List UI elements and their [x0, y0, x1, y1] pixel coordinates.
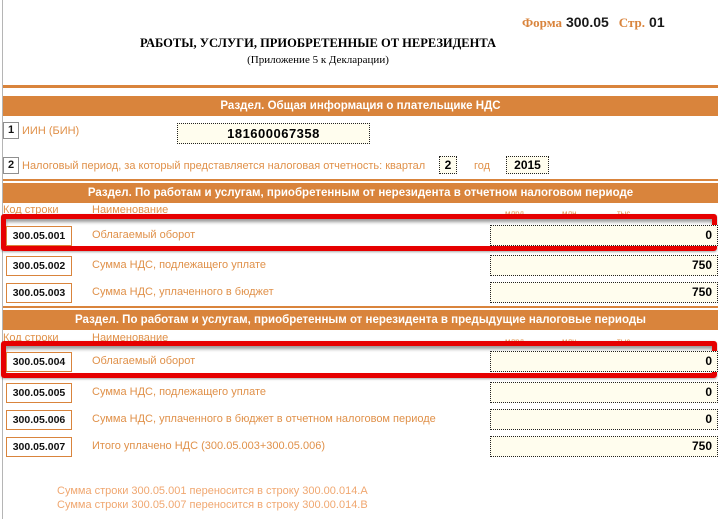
scale-unit-label: млн.	[562, 209, 579, 218]
row-label: Сумма НДС, подлежащего уплате	[92, 386, 266, 398]
table-row	[0, 436, 718, 457]
form-title: РАБОТЫ, УСЛУГИ, ПРИОБРЕТЕННЫЕ ОТ НЕРЕЗИДЕНТА	[139, 36, 497, 50]
row-code-box: 300.05.003	[6, 283, 72, 303]
column-header-name: Наименование	[92, 332, 169, 344]
table-row	[0, 382, 718, 403]
row-value-input[interactable]: 0	[490, 351, 718, 372]
row-label: Сумма НДС, подлежащего уплате	[92, 259, 266, 271]
row-code-box: 300.05.005	[6, 383, 72, 403]
table-row	[0, 255, 718, 276]
form-subtitle: (Приложение 5 к Декларации)	[247, 54, 389, 66]
row-label: Облагаемый оборот	[92, 229, 196, 241]
page-label: Стр.	[618, 15, 646, 30]
table-row	[0, 351, 718, 372]
quarter-input[interactable]: 2	[439, 156, 457, 174]
column-header-code: Код строки	[3, 204, 59, 216]
form-label: Форма	[522, 15, 562, 30]
section-banner-info: Раздел. Общая информация о плательщике НДС	[3, 96, 718, 116]
row-code-box: 300.05.007	[6, 437, 72, 457]
scale-unit-label: тыс.	[617, 209, 633, 218]
row-code-box: 300.05.002	[6, 256, 72, 276]
row-value-input[interactable]: 0	[490, 409, 718, 430]
footer-note: Сумма строки 300.05.001 переносится в строку 300.00.014.А	[57, 485, 368, 497]
row-code-box: 300.05.001	[6, 226, 72, 246]
row-code-box: 300.05.004	[6, 352, 72, 372]
form-title-block	[0, 36, 636, 66]
divider-rule	[3, 85, 718, 88]
page-number: 01	[649, 14, 665, 30]
scale-unit-label: млн.	[562, 337, 579, 346]
divider-rule	[3, 306, 718, 308]
row-value-input[interactable]: 750	[490, 255, 718, 276]
divider-rule	[3, 179, 718, 181]
scale-unit-label: млрд.	[505, 337, 527, 346]
row-value-input[interactable]: 0	[490, 225, 718, 246]
iin-input[interactable]: 181600067358	[177, 123, 370, 144]
column-header-code: Код строки	[3, 332, 59, 344]
form-header	[522, 14, 665, 31]
year-input[interactable]: 2015	[506, 156, 549, 174]
row-label: Итого уплачено НДС (300.05.003+300.05.006)	[92, 440, 325, 452]
table-row	[0, 409, 718, 430]
scale-unit-label: тыс.	[617, 337, 633, 346]
row-value-input[interactable]: 750	[490, 436, 718, 457]
form-number: 300.05	[565, 14, 609, 30]
row-value-input[interactable]: 0	[490, 382, 718, 403]
footer-note: Сумма строки 300.05.007 переносится в строку 300.00.014.В	[57, 499, 368, 511]
field-number-2: 2	[3, 157, 19, 174]
field-number-1: 1	[3, 122, 19, 139]
table-row	[0, 225, 718, 246]
column-header-name: Наименование	[92, 204, 169, 216]
year-label: год	[474, 160, 491, 172]
section-banner-current-period: Раздел. По работам и услугам, приобретенным от нерезидента в отчетном налоговом периоде	[3, 183, 718, 203]
row-code-box: 300.05.006	[6, 410, 72, 430]
tax-period-label: Налоговый период, за который представляется налоговая отчетность: квартал	[22, 160, 426, 172]
row-label: Сумма НДС, уплаченного в бюджет в отчетном налоговом периоде	[92, 413, 436, 425]
scale-unit-label: млрд.	[505, 209, 527, 218]
row-label: Сумма НДС, уплаченного в бюджет	[92, 286, 274, 298]
row-value-input[interactable]: 750	[490, 282, 718, 303]
table-row	[0, 282, 718, 303]
section-banner-previous-periods: Раздел. По работам и услугам, приобретенным от нерезидента в предыдущие налоговые периоды	[3, 310, 718, 330]
row-label: Облагаемый оборот	[92, 355, 196, 367]
iin-label: ИИН (БИН)	[22, 125, 80, 137]
